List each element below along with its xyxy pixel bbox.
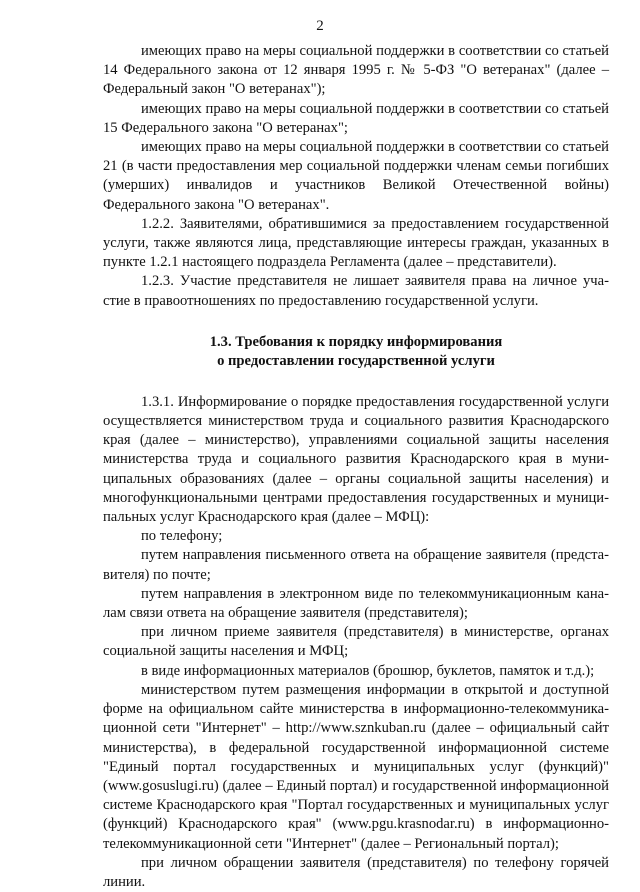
list-item-by-mail: путем направления письменного ответа на обращение заявителя (представителя) по почте;	[103, 547, 609, 583]
paragraph-1-2-2: 1.2.2. Заявителями, обратившимися за предоставлением государственной услуги, также являются лица, представляющие интересы граждан, указанных в пункте 1.2.1 настоящего подраздела Регламента (далее – представители).	[103, 215, 609, 271]
list-item-hotline: при личном обращении заявителя (представителя) по телефону горячей линии.	[103, 854, 609, 890]
section-heading-line-2: о предоставлении государственной услуги	[217, 353, 495, 370]
paragraph-1-2-3: 1.2.3. Участие представителя не лишает заявителя права на личное участие в правоотношениях по предоставлению государственной услуги.	[103, 273, 609, 309]
section-heading-1-3	[103, 333, 609, 372]
list-item-info-materials: в виде информационных материалов (брошюр, буклетов, памяток и т.д.);	[141, 662, 595, 679]
list-item-personal-reception: при личном приеме заявителя (представителя) в министерстве, органах социальной защиты населения и МФЦ;	[103, 624, 609, 660]
paragraph-1-3-1: 1.3.1. Информирование о порядке предоставления государственной услуги осуществляется министерством труда и социального развития Краснодарского края (далее – министерство), управлениями социальной защиты населения министерства труда и социального развития Краснодарского края в муниципальных образованиях (далее – органы социальной защиты населения) и многофункциональными центрами предоставления государственных и муниципальных услуг Краснодарского края (далее – МФЦ):	[103, 393, 609, 526]
list-item-electronic: путем направления в электронном виде по телекоммуникационным каналам связи ответа на обращение заявителя (представителя);	[103, 585, 609, 622]
paragraph-veterans-art14: имеющих право на меры социальной поддержки в соответствии со статьей 14 Федерального закона от 12 января 1995 г. № 5-ФЗ "О ветеранах" (далее – Федеральный закон "О ветеранах");	[103, 43, 609, 98]
page-number: 2	[316, 18, 324, 34]
paragraph-veterans-art15: имеющих право на меры социальной поддержки в соответствии со статьей 15 Федерального закона "О ветеранах";	[103, 100, 609, 136]
list-item-by-phone: по телефону;	[141, 528, 223, 545]
section-heading-line-1: 1.3. Требования к порядку информирования	[209, 333, 503, 350]
list-item-website-portals: министерством путем размещения информации в открытой и доступной форме на официальном сайте министерства в информационно-телекоммуникационной сети "Интернет" – http://www.sznkuban.ru (далее – официальный сайт министерства), в федеральной государственной информационной системе "Единый портал государственных и муниципальных услуг (функций)" (www.gosuslugi.ru) (далее – Единый портал) и государственной информационной системе Краснодарского края "Портал государственных и муниципальных услуг (функций) Краснодарского края" (www.pgu.krasnodar.ru) в информационно-телекоммуникационной сети "Интернет" (далее – Региональный портал);	[103, 681, 609, 852]
paragraph-veterans-art21: имеющих право на меры социальной поддержки в соответствии со статьей 21 (в части предоставления мер социальной поддержки членам семьи погибших (умерших) инвалидов и участников Великой Отечественной войны) Федерального закона "О ветеранах".	[103, 139, 609, 213]
document-body	[103, 42, 609, 892]
